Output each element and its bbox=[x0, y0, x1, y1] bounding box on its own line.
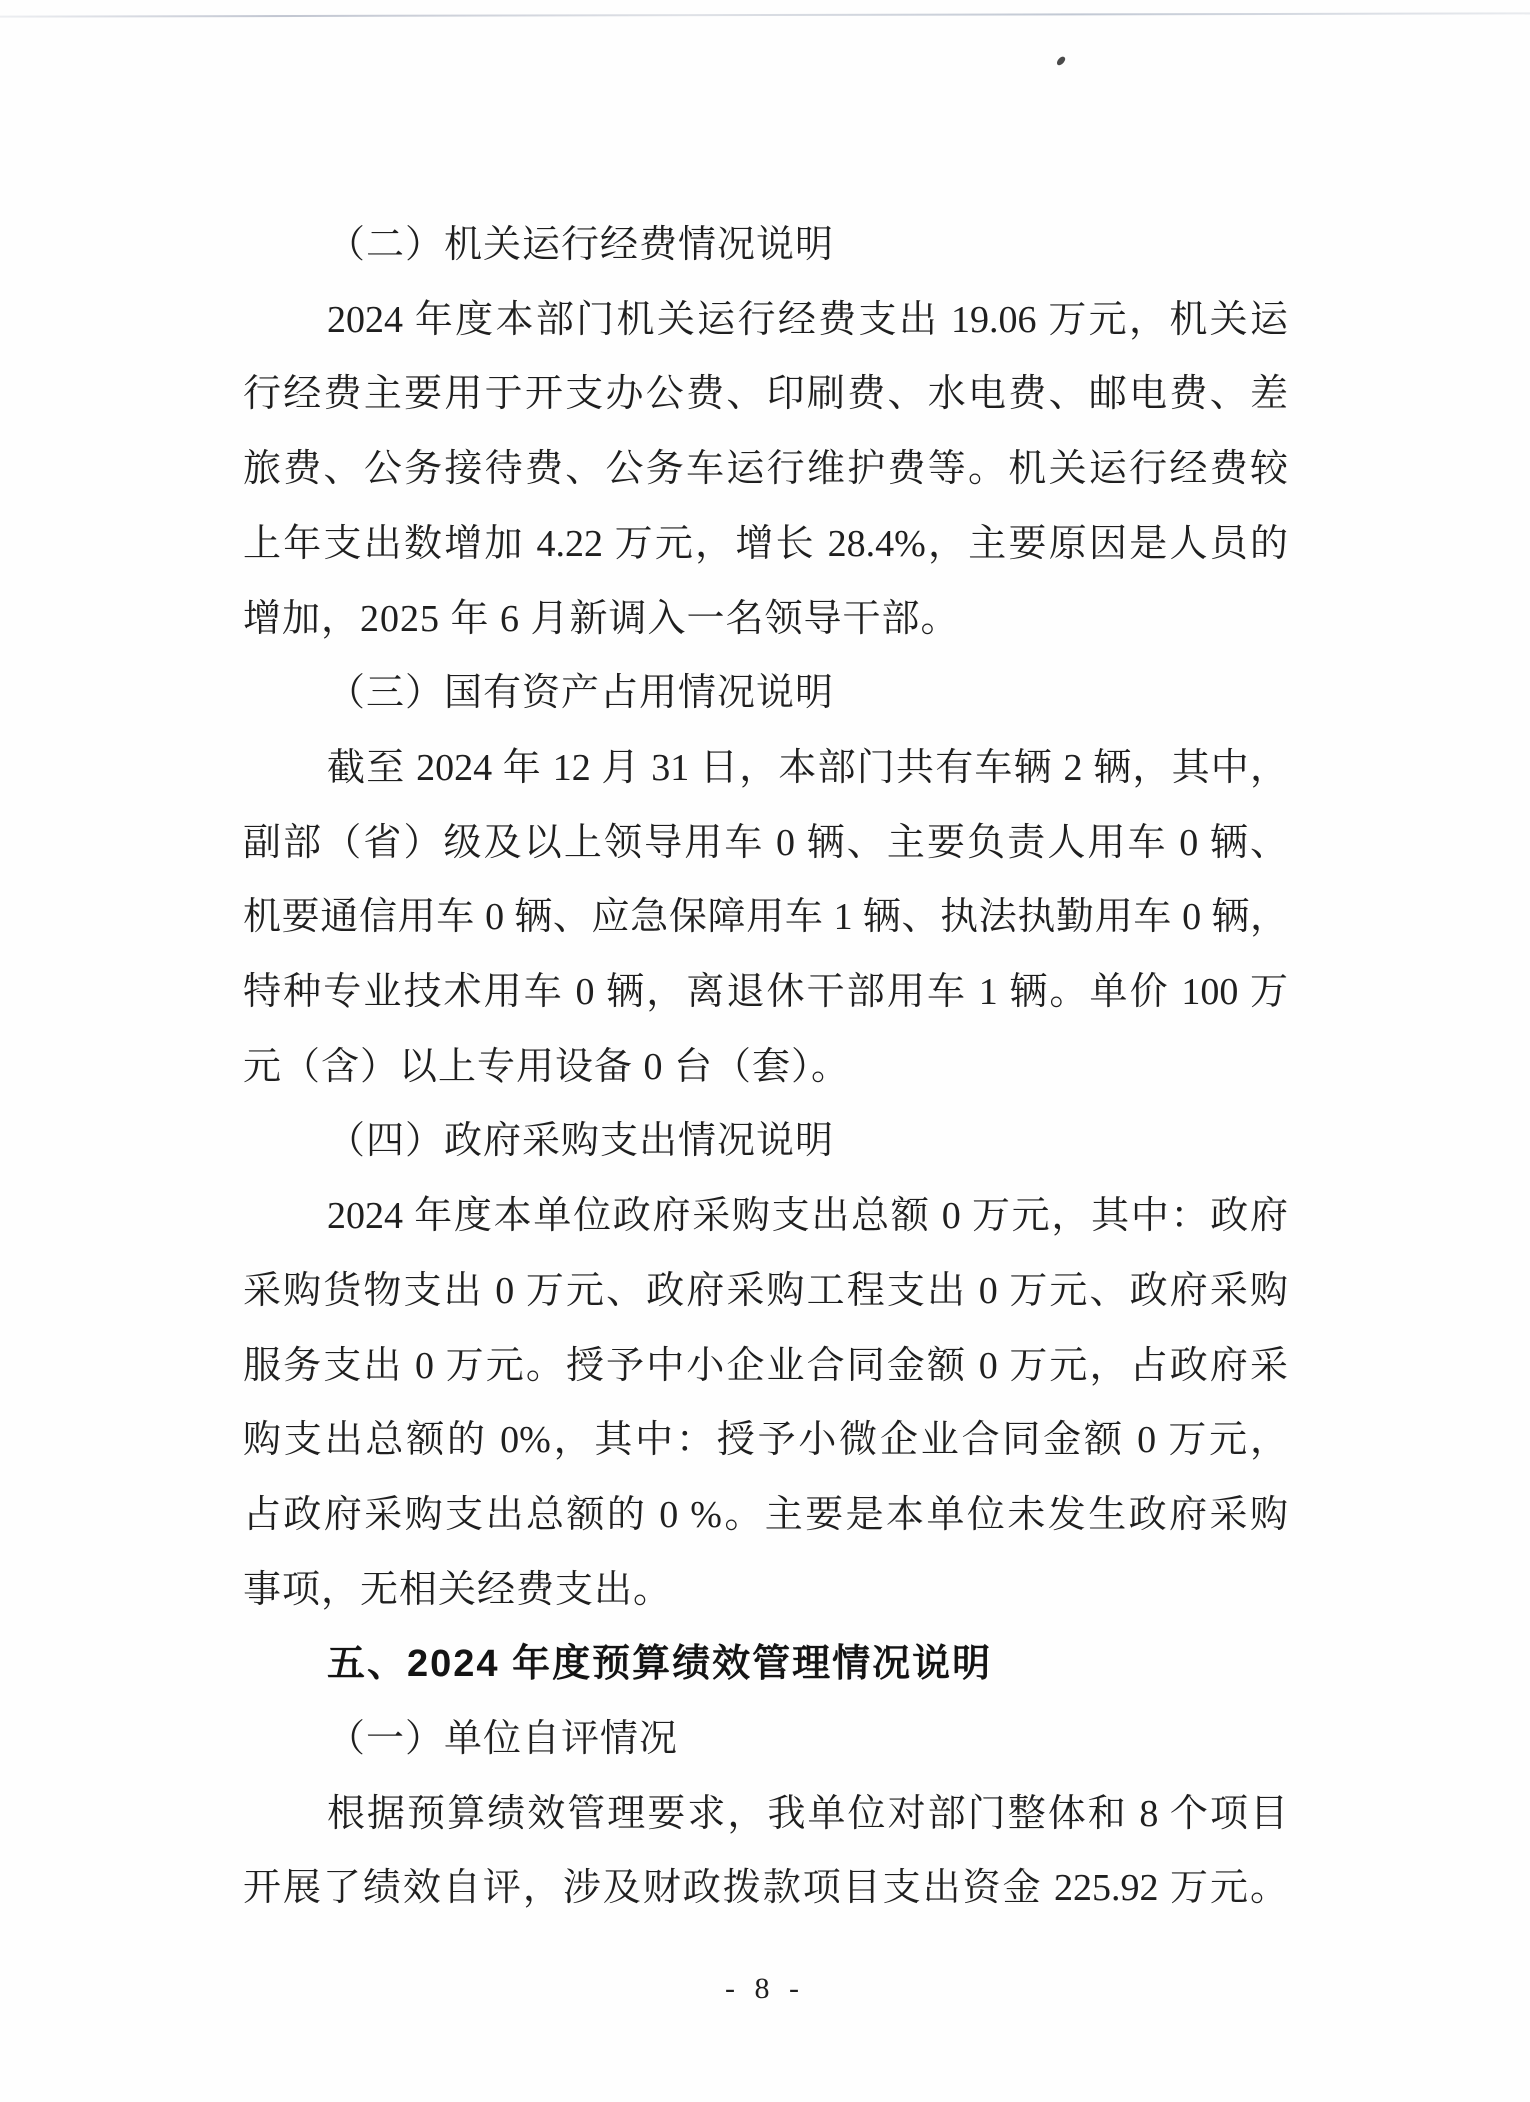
text-line: 采购货物支出 0 万元、政府采购工程支出 0 万元、政府采购 bbox=[243, 1269, 1288, 1312]
text-line: （一）单位自评情况 bbox=[327, 1718, 679, 1761]
text-line: 副部（省）级及以上领导用车 0 辆、主要负责人用车 0 辆、 bbox=[243, 821, 1288, 864]
text-line: （二）机关运行经费情况说明 bbox=[327, 224, 835, 266]
text-line: 事项，无相关经费支出。 bbox=[243, 1568, 673, 1611]
text-line: 2024 年度本部门机关运行经费支出 19.06 万元，机关运 bbox=[327, 298, 1288, 341]
ink-speck-artifact bbox=[1056, 55, 1067, 67]
text-line: 机要通信用车 0 辆、应急保障用车 1 辆、执法执勤用车 0 辆， bbox=[243, 896, 1288, 939]
text-line: 截至 2024 年 12 月 31 日，本部门共有车辆 2 辆，其中， bbox=[327, 746, 1288, 789]
text-line: 根据预算绩效管理要求，我单位对部门整体和 8 个项目 bbox=[327, 1792, 1288, 1835]
section-heading: 五、2024 年度预算绩效管理情况说明 bbox=[327, 1643, 993, 1686]
text-line: 增加，2025 年 6 月新调入一名领导干部。 bbox=[243, 597, 960, 640]
page-number: - 8 - bbox=[725, 1972, 805, 2005]
text-line: 购支出总额的 0%，其中：授予小微企业合同金额 0 万元， bbox=[243, 1419, 1288, 1462]
text-line: 旅费、公务接待费、公务车运行维护费等。机关运行经费较 bbox=[243, 448, 1288, 491]
text-line: （四）政府采购支出情况说明 bbox=[327, 1120, 835, 1163]
text-line: 服务支出 0 万元。授予中小企业合同金额 0 万元，占政府采 bbox=[243, 1344, 1288, 1387]
text-line: 2024 年度本单位政府采购支出总额 0 万元，其中：政府 bbox=[327, 1195, 1288, 1238]
scan-artifact-top-line bbox=[0, 12, 1530, 17]
text-line: 上年支出数增加 4.22 万元，增长 28.4%，主要原因是人员的 bbox=[243, 522, 1288, 565]
text-line: 元（含）以上专用设备 0 台（套）。 bbox=[243, 1045, 851, 1088]
document-lines bbox=[243, 208, 1288, 1926]
text-line: 行经费主要用于开支办公费、印刷费、水电费、邮电费、差 bbox=[243, 373, 1288, 416]
text-line: （三）国有资产占用情况说明 bbox=[327, 672, 835, 715]
text-line: 开展了绩效自评，涉及财政拨款项目支出资金 225.92 万元。 bbox=[243, 1867, 1288, 1910]
text-line: 特种专业技术用车 0 辆，离退休干部用车 1 辆。单价 100 万 bbox=[243, 971, 1288, 1014]
text-line: 占政府采购支出总额的 0 %。主要是本单位未发生政府采购 bbox=[243, 1493, 1288, 1536]
